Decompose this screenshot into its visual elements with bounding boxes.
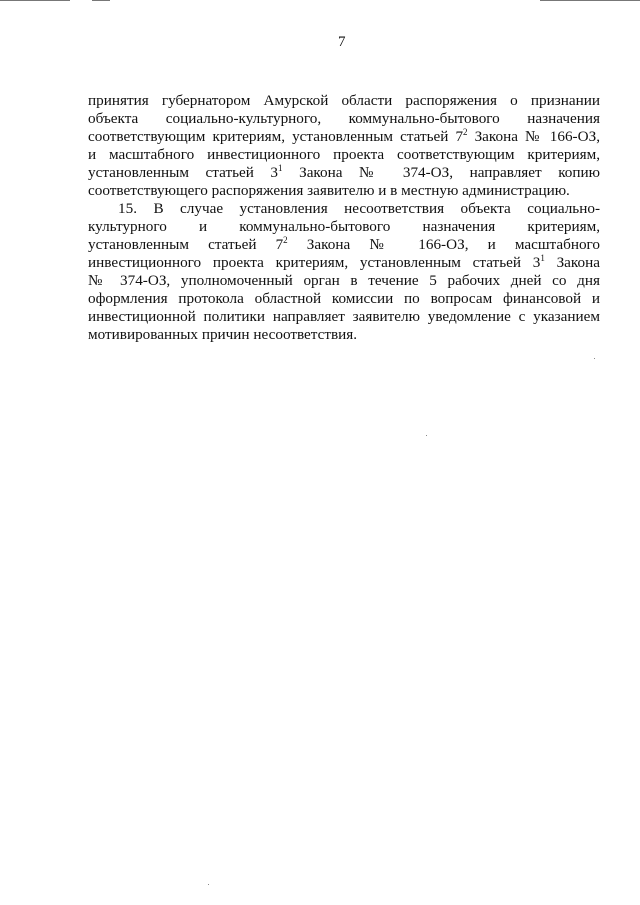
scan-edge [0,0,70,1]
text-line [88,272,600,290]
text-segment: № 374-ОЗ, уполномоченный орган в течение 5 рабочих дней со дня [88,272,600,289]
superscript: 1 [278,163,283,173]
text-segment: принятия губернатором Амурской области распоряжения о признании [88,92,600,109]
text-segment: мотивированных причин несоответствия. [88,326,358,343]
document-body [88,92,600,344]
text-line [88,182,600,200]
page-number: 7 [338,34,346,50]
text-segment: и масштабного инвестиционного проекта соответствующим критериям, [88,146,600,163]
superscript: 2 [463,127,468,137]
text-segment: Закона № 374-ОЗ, направляет копию [282,164,601,181]
text-line [88,308,600,326]
text-segment: инвестиционного проекта критериям, установленным статьей 3 [88,254,541,271]
text-segment: установленным статьей 7 [88,236,284,253]
text-segment: соответствующим критериям, установленным статьей 7 [88,128,464,145]
scan-speck [594,358,595,359]
text-segment: культурного и коммунально-бытового назначения критериям, [88,218,600,235]
text-segment: 15. В случае установления несоответствия объекта социально- [118,200,600,217]
text-segment: соответствующего распоряжения заявителю и в местную администрацию. [88,182,570,199]
text-segment: установленным статьей 3 [88,164,279,181]
superscript: 2 [283,235,288,245]
text-segment: объекта социально-культурного, коммунально-бытового назначения [88,110,600,127]
text-segment: Закона [544,254,600,271]
scan-edge [540,0,640,1]
text-line [88,236,600,254]
text-line [88,164,600,182]
text-segment: Закона № 166-ОЗ, [467,128,600,145]
text-line [88,200,600,218]
superscript: 1 [540,253,545,263]
text-line [88,290,600,308]
text-line [88,326,600,344]
text-line [88,218,600,236]
text-line [88,146,600,164]
text-segment: оформления протокола областной комиссии по вопросам финансовой и [88,290,600,307]
text-line [88,128,600,146]
text-line [88,254,600,272]
scan-speck [208,884,209,885]
scan-speck [426,435,427,436]
text-line [88,92,600,110]
text-line [88,110,600,128]
text-segment: инвестиционной политики направляет заявителю уведомление с указанием [88,308,600,325]
text-segment: Закона № 166-ОЗ, и масштабного [287,236,601,253]
scan-edge [92,0,110,1]
